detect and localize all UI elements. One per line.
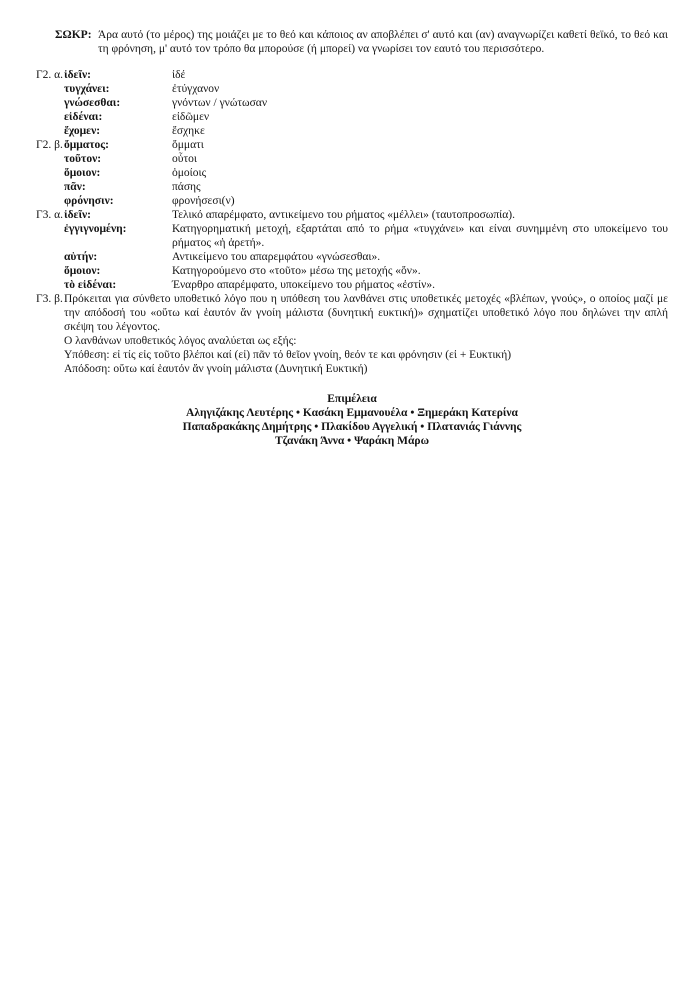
credits-heading: Επιμέλεια (327, 393, 377, 405)
credits-line: Αληγιζάκης Λευτέρης • Κασάκη Εμμανουέλα • Ξημεράκη Κατερίνα (186, 407, 518, 419)
section-body (64, 208, 668, 292)
credits-line: Τζανάκη Άννα • Ψαράκη Μάρω (275, 435, 429, 447)
section-g3-beta (36, 292, 668, 376)
term-label: τὸ εἰδέναι: (64, 279, 117, 291)
answer-row (64, 222, 668, 250)
answer-row (64, 250, 668, 264)
term-answer: εἰδῶμεν (172, 111, 210, 123)
term-label: γνώσεσθαι: (64, 97, 121, 109)
section-body (64, 138, 668, 208)
answer-row (64, 152, 668, 166)
credits-line: Παπαδρακάκης Δημήτρης • Πλακίδου Αγγελική • Πλατανιάς Γιάννης (182, 421, 522, 433)
term-label: αὑτήν: (64, 251, 98, 263)
term-answer: Αντικείμενο του απαρεμφάτου «γνώσεσθαι». (172, 251, 381, 263)
section-g3-alpha (36, 208, 668, 292)
hypothetical-speech-analysis: Πρόκειται για σύνθετο υποθετικό λόγο που η υπόθεση του λανθάνει στις υποθετικές μετοχές «βλέπων, γνούς», ο οποίος μαζί με την απόδοσή του «οὕτω καί ἑαυτόν ἄν γνοίη μάλιστα (δυνητική ευκτική)» σχηματίζει υποθετικό λόγο που δηλώνει την απλή σκέψη του λέγοντος. (64, 293, 668, 333)
answer-row (64, 96, 668, 110)
term-answer: ὁμοίοις (172, 167, 207, 179)
term-answer: ἐτύγχανον (172, 83, 220, 95)
analysis-intro-line: Ο λανθάνων υποθετικός λόγος αναλύεται ως εξής: (64, 335, 297, 347)
answer-row (64, 124, 668, 138)
term-answer: οὗτοι (172, 153, 197, 165)
answer-row (64, 264, 668, 278)
term-label: τοῦτον: (64, 153, 102, 165)
term-answer: Κατηγορηματική μετοχή, εξαρτάται από το ρήμα «τυγχάνει» και είναι συνημμένη στο υποκείμενο του ρήματος «ἡ ἀρετή». (172, 223, 668, 249)
speaker-label: ΣΩΚΡ: (55, 29, 92, 41)
speaker-paragraph (55, 28, 668, 56)
answer-row (64, 194, 668, 208)
term-label: ἰδεῖν: (64, 209, 91, 221)
section-label: Γ2. α. (36, 69, 64, 81)
term-label: φρόνησιν: (64, 195, 114, 207)
section-g2-beta (36, 138, 668, 208)
term-label: ἰδεῖν: (64, 69, 91, 81)
term-label: ὅμοιον: (64, 265, 101, 277)
apodosis-line: Απόδοση: οὕτω καί ἑαυτόν ἄν γνοίη μάλιστα (Δυνητική Ευκτική) (64, 363, 368, 375)
section-g2-alpha (36, 68, 668, 138)
term-answer: ἔσχηκε (172, 125, 205, 137)
answer-row (64, 278, 668, 292)
term-answer: Κατηγορούμενο στο «τοῦτο» μέσω της μετοχής «ὄν». (172, 265, 421, 277)
section-body (64, 292, 668, 376)
answer-row (64, 68, 668, 82)
term-answer: φρονήσεσι(ν) (172, 195, 235, 207)
term-label: πᾶν: (64, 181, 86, 193)
term-label: ἐγγιγνομένη: (64, 223, 127, 235)
term-answer: ὄμματι (172, 139, 204, 151)
answer-row (64, 138, 668, 152)
term-answer: Τελικό απαρέμφατο, αντικείμενο του ρήματος «μέλλει» (ταυτοπροσωπία). (172, 209, 515, 221)
section-label: Γ3. α. (36, 209, 64, 221)
term-label: ὅμοιον: (64, 167, 101, 179)
section-label: Γ3. β. (36, 293, 63, 305)
term-answer: Έναρθρο απαρέμφατο, υποκείμενο του ρήματος «ἐστίν». (172, 279, 435, 291)
term-answer: ἰδέ (172, 69, 186, 81)
term-label: εἰδέναι: (64, 111, 103, 123)
term-label: ἔχομεν: (64, 125, 101, 137)
answer-row (64, 208, 668, 222)
term-label: ὄμματος: (64, 139, 109, 151)
hypothesis-line: Υπόθεση: εἰ τίς εἰς τοῦτο βλέποι καί (εἰ) πᾶν τό θεῖον γνοίη, θεόν τε και φρόνησιν (εἰ + Ευκτική) (64, 349, 512, 361)
answer-row (64, 110, 668, 124)
answer-row (64, 166, 668, 180)
term-label: τυγχάνει: (64, 83, 110, 95)
speaker-translation-text: Άρα αυτό (το μέρος) της μοιάζει με το θεό και κάποιος αν αποβλέπει σ' αυτό και (αν) αναγνωρίζει καθετί θεϊκό, το θεό και τη φρόνηση, μ' αυτό τον τρόπο θα μπορούσε (ή μπορεί) να γνωρίσει τον εαυτό του περισσότερο. (98, 29, 668, 55)
section-body (64, 68, 668, 138)
answer-row (64, 180, 668, 194)
credits-block (36, 392, 668, 448)
section-label: Γ2. β. (36, 139, 63, 151)
term-answer: γνόντων / γνώτωσαν (172, 97, 268, 109)
answer-row (64, 82, 668, 96)
term-answer: πάσης (172, 181, 201, 193)
